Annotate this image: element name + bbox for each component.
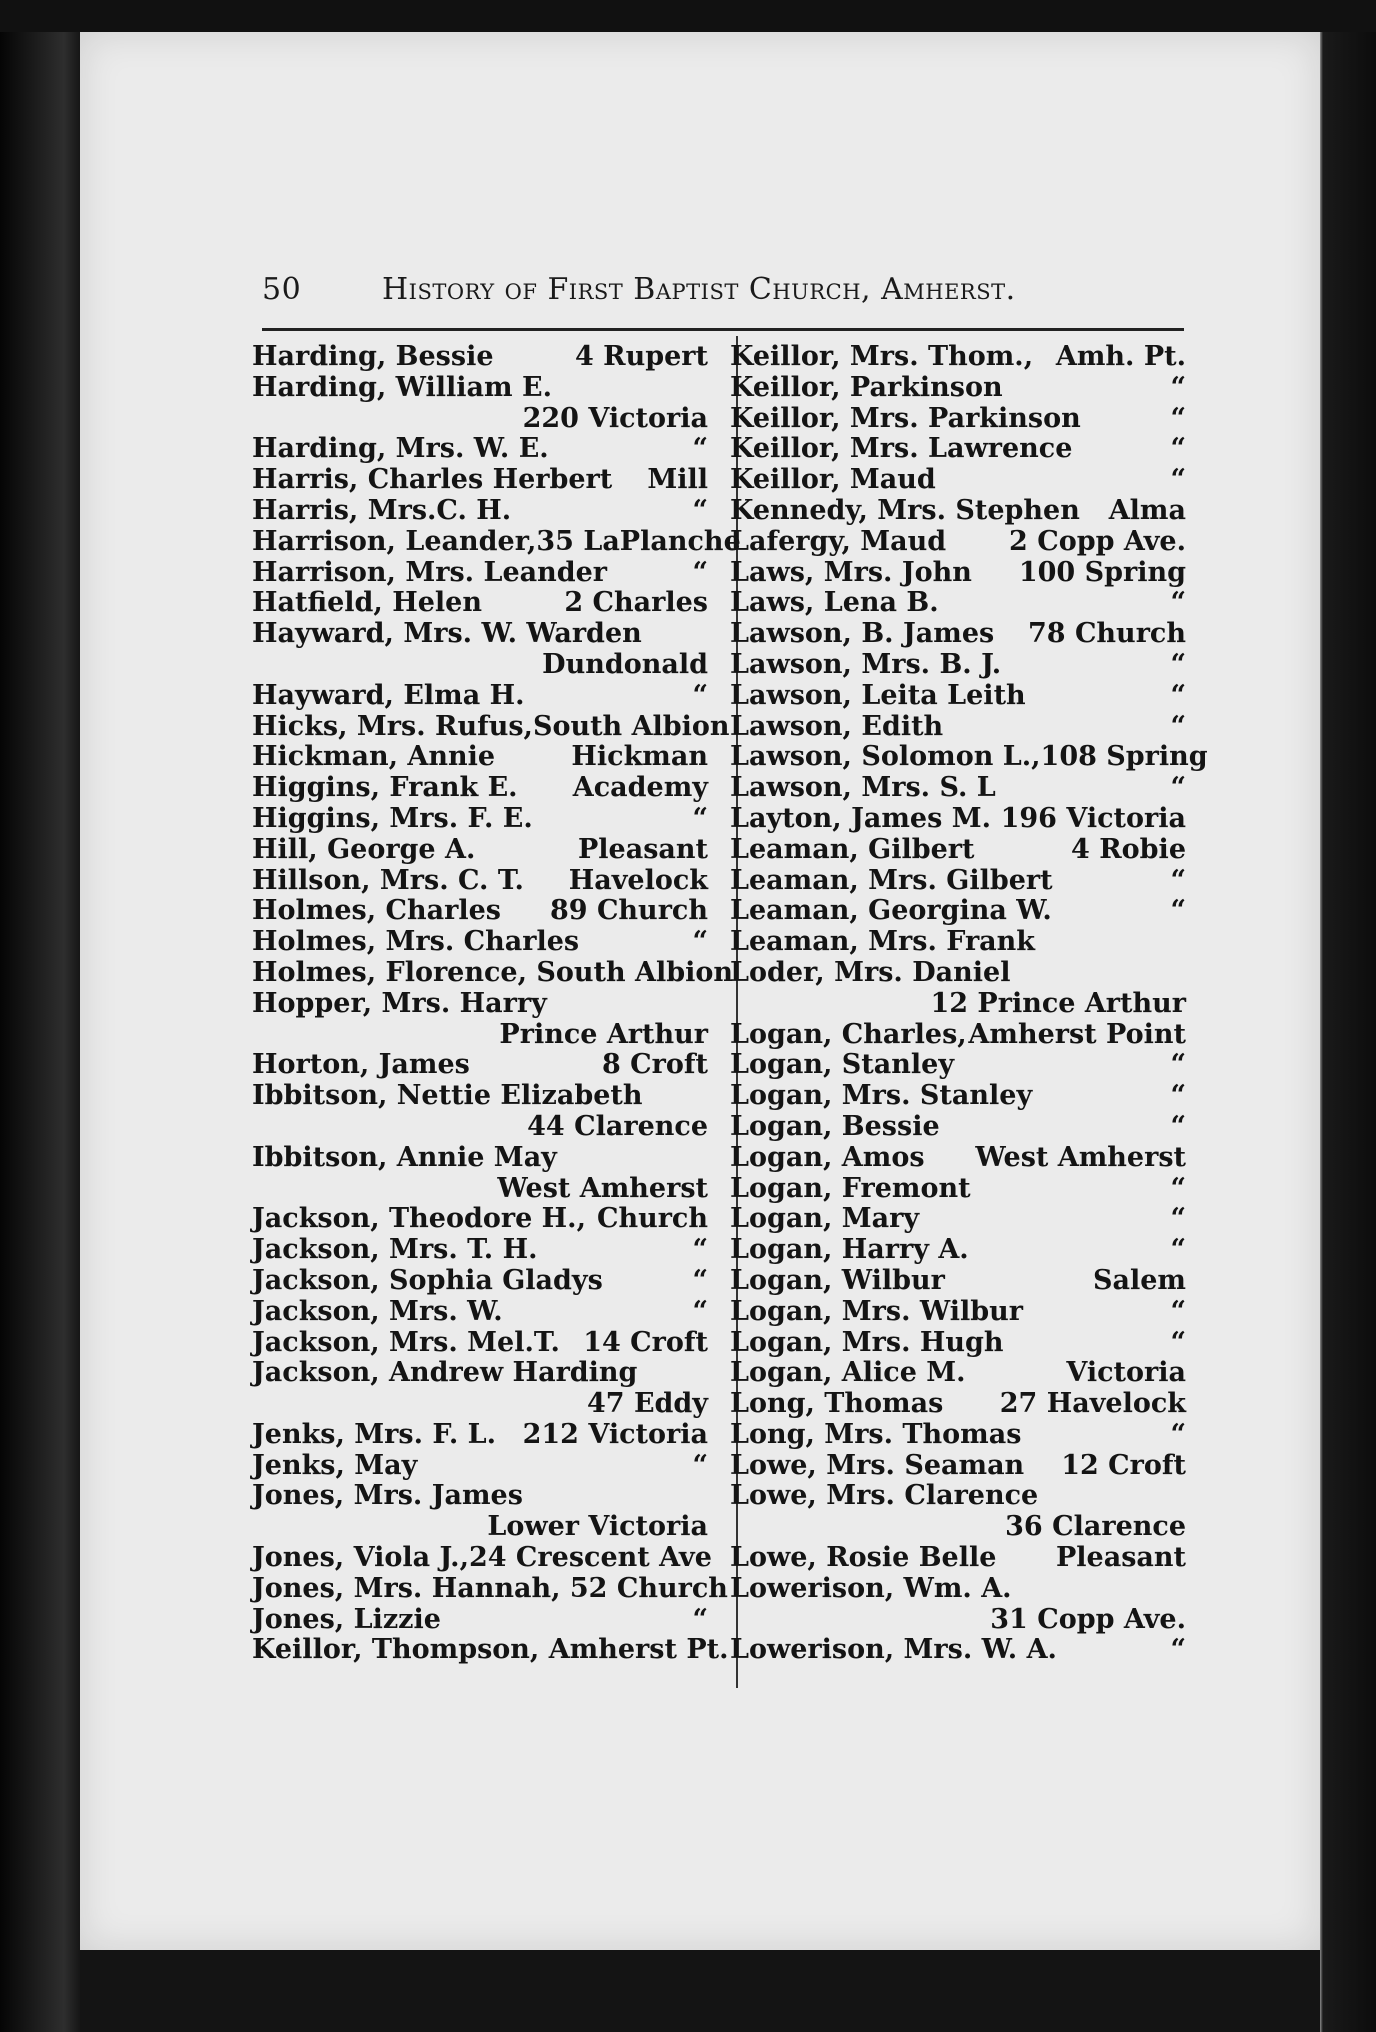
directory-entry xyxy=(730,835,1186,866)
entry-address: “ xyxy=(1170,587,1186,619)
directory-entry xyxy=(730,1204,1186,1235)
entry-address: Prince Arthur xyxy=(499,1018,708,1050)
entry-address: “ xyxy=(692,926,708,958)
entry-address: 12 Prince Arthur xyxy=(930,987,1186,1019)
directory-entry xyxy=(252,927,708,958)
entry-address: 78 Church xyxy=(1027,618,1186,650)
directory-entry xyxy=(730,496,1186,527)
entry-address: Academy xyxy=(572,772,708,804)
directory-entry xyxy=(730,681,1186,712)
entry-name: Harris, Mrs.C. H. xyxy=(252,494,512,526)
directory-entry xyxy=(730,1266,1186,1297)
directory-entry xyxy=(252,1512,708,1543)
directory-entry xyxy=(730,404,1186,435)
entry-address: Salem xyxy=(1093,1264,1186,1296)
entry-name: Harrison, Leander,35 LaPlanche xyxy=(252,525,741,557)
directory-entry xyxy=(252,496,708,527)
entry-address: 220 Victoria xyxy=(522,402,708,434)
entry-name: Jones, Lizzie xyxy=(252,1603,441,1635)
entry-name: Logan, Amos xyxy=(730,1141,925,1173)
directory-entry xyxy=(730,896,1186,927)
entry-address: “ xyxy=(1170,1049,1186,1081)
entry-name: Leaman, Gilbert xyxy=(730,833,975,865)
directory-entry xyxy=(730,1481,1186,1512)
entry-address: 89 Church xyxy=(549,895,708,927)
directory-entry xyxy=(730,804,1186,835)
entry-name: Logan, Mrs. Hugh xyxy=(730,1326,1004,1358)
entry-name: Jones, Viola J.,24 Crescent Ave xyxy=(252,1542,712,1574)
entry-address: “ xyxy=(1170,772,1186,804)
directory-entry xyxy=(730,989,1186,1020)
entry-name: Jackson, Andrew Harding xyxy=(252,1357,638,1389)
directory-entry xyxy=(252,373,708,404)
directory-entry xyxy=(252,1605,708,1636)
entry-name: Holmes, Mrs. Charles xyxy=(252,926,580,958)
entry-name: Jenks, Mrs. F. L. xyxy=(252,1418,497,1450)
directory-entry xyxy=(252,773,708,804)
entry-name: Hatfield, Helen xyxy=(252,587,482,619)
directory-entry xyxy=(730,1635,1186,1666)
entry-address: “ xyxy=(692,1295,708,1327)
entry-address: 44 Clarence xyxy=(527,1110,708,1142)
entry-address: 14 Croft xyxy=(583,1326,708,1358)
entry-address: West Amherst xyxy=(497,1172,708,1204)
entry-address: “ xyxy=(1170,1203,1186,1235)
entry-address: 8 Croft xyxy=(602,1049,708,1081)
directory-entry xyxy=(730,958,1186,989)
entry-name: Jackson, Mrs. W. xyxy=(252,1295,503,1327)
directory-entry xyxy=(252,989,708,1020)
entry-name: Lawson, Solomon L.,108 Spring xyxy=(730,741,1208,773)
directory-entry xyxy=(730,1605,1186,1636)
directory-entry xyxy=(730,1297,1186,1328)
directory-entry xyxy=(252,710,730,743)
directory-entry xyxy=(730,866,1186,897)
directory-entry xyxy=(730,1081,1186,1112)
entry-name: Ibbitson, Annie May xyxy=(252,1141,557,1173)
entry-name: Logan, Bessie xyxy=(730,1110,940,1142)
entry-name: Keillor, Thompson, Amherst Pt. xyxy=(252,1634,729,1666)
entry-name: Keillor, Mrs. Thom., xyxy=(730,341,1034,372)
entry-address: “ xyxy=(1170,1234,1186,1266)
entry-name: Ibbitson, Nettie Elizabeth xyxy=(252,1080,643,1112)
entry-name: Long, Thomas xyxy=(730,1388,944,1420)
directory-entry xyxy=(252,1204,708,1235)
directory-entry xyxy=(730,1174,1186,1205)
directory-entry xyxy=(252,650,708,681)
entry-name: Lawson, Mrs. B. J. xyxy=(730,648,1002,680)
directory-entry xyxy=(730,1112,1186,1143)
book-spine-edge xyxy=(0,32,80,2032)
entry-address: “ xyxy=(692,1264,708,1296)
entry-address: “ xyxy=(692,1234,708,1266)
entry-address: Dundonald xyxy=(542,648,708,680)
entry-address: Church xyxy=(596,1203,708,1235)
directory-entry xyxy=(730,588,1186,619)
entry-name: Lowe, Rosie Belle xyxy=(730,1542,997,1574)
entry-address: 4 Robie xyxy=(1071,833,1186,865)
entry-address: “ xyxy=(1170,710,1186,742)
directory-entry xyxy=(730,1420,1186,1451)
entry-name: Loder, Mrs. Daniel xyxy=(730,956,1011,988)
entry-address: “ xyxy=(692,679,708,711)
directory-entry xyxy=(730,773,1186,804)
entry-name: Logan, Stanley xyxy=(730,1049,955,1081)
entry-address: “ xyxy=(692,433,708,465)
entry-address: Havelock xyxy=(568,864,708,896)
directory-entry xyxy=(252,1050,708,1081)
entry-address: “ xyxy=(692,1449,708,1481)
running-header xyxy=(262,272,1182,312)
entry-address: Amh. Pt. xyxy=(1055,341,1186,372)
entry-address: 12 Croft xyxy=(1061,1449,1186,1481)
entry-name: Harding, Mrs. W. E. xyxy=(252,433,549,465)
entry-address: “ xyxy=(1170,1326,1186,1358)
entry-address: 36 Clarence xyxy=(1005,1511,1186,1543)
directory-entry xyxy=(730,1235,1186,1266)
entry-address: Alma xyxy=(1108,494,1186,526)
entry-name: Horton, James xyxy=(252,1049,470,1081)
entry-name: Keillor, Mrs. Lawrence xyxy=(730,433,1073,465)
entry-name: Jackson, Mrs. T. H. xyxy=(252,1234,538,1266)
entry-address: “ xyxy=(1170,679,1186,711)
left-column-list xyxy=(252,341,741,1666)
entry-name: Jackson, Theodore H., xyxy=(252,1203,586,1235)
directory-entry xyxy=(252,1266,708,1297)
directory-entry xyxy=(730,1574,1186,1605)
entry-address: “ xyxy=(1170,433,1186,465)
directory-entry xyxy=(730,1512,1186,1543)
directory-entry xyxy=(252,434,708,465)
entry-name: Higgins, Frank E. xyxy=(252,772,518,804)
entry-address: 2 Copp Ave. xyxy=(1009,525,1186,557)
entry-name: Lowe, Mrs. Clarence xyxy=(730,1480,1039,1512)
entry-address: “ xyxy=(692,494,708,526)
entry-name: Logan, Alice M. xyxy=(730,1357,966,1389)
directory-entry xyxy=(730,558,1186,589)
directory-entry xyxy=(730,527,1186,558)
directory-entry xyxy=(730,465,1186,496)
directory-entry xyxy=(252,1235,708,1266)
entry-name: Hicks, Mrs. Rufus,South Albion xyxy=(252,710,730,742)
directory-entry xyxy=(730,1451,1186,1482)
scan-bottom-border xyxy=(80,1950,1320,2032)
directory-entry xyxy=(730,741,1208,773)
entry-address: “ xyxy=(1170,402,1186,434)
directory-entry xyxy=(730,619,1186,650)
entry-name: Hopper, Mrs. Harry xyxy=(252,987,547,1019)
entry-name: Leaman, Mrs. Frank xyxy=(730,926,1036,958)
entry-name: Holmes, Florence, South Albion xyxy=(252,956,734,988)
entry-name: Harding, Bessie xyxy=(252,341,494,372)
directory-entry xyxy=(252,1389,708,1420)
entry-address: “ xyxy=(692,556,708,588)
directory-entry xyxy=(252,896,708,927)
entry-name: Harris, Charles Herbert xyxy=(252,464,613,496)
entry-address: Pleasant xyxy=(1055,1542,1186,1574)
entry-name: Jones, Mrs. James xyxy=(252,1480,523,1512)
entry-address: 2 Charles xyxy=(564,587,708,619)
directory-entry xyxy=(252,1358,708,1389)
entry-name: Kennedy, Mrs. Stephen xyxy=(730,494,1080,526)
entry-address: Victoria xyxy=(1066,1357,1186,1389)
directory-entry xyxy=(252,1297,708,1328)
header-rule xyxy=(262,328,1184,331)
entry-name: Keillor, Parkinson xyxy=(730,371,1003,403)
directory-entry xyxy=(252,1542,712,1574)
directory-entry xyxy=(730,1389,1186,1420)
directory-entry xyxy=(730,342,1186,373)
entry-address: Pleasant xyxy=(577,833,708,865)
entry-address: 212 Victoria xyxy=(522,1418,708,1450)
entry-name: Logan, Harry A. xyxy=(730,1234,969,1266)
directory-entry xyxy=(252,1020,708,1051)
entry-name: Lawson, Edith xyxy=(730,710,944,742)
entry-name: Hickman, Annie xyxy=(252,741,496,773)
entry-name: Logan, Fremont xyxy=(730,1172,971,1204)
entry-address: “ xyxy=(1170,1634,1186,1666)
entry-name: Lowe, Mrs. Seaman xyxy=(730,1449,1025,1481)
directory-entry xyxy=(730,373,1186,404)
directory-entry xyxy=(730,712,1186,743)
entry-name: Leaman, Mrs. Gilbert xyxy=(730,864,1053,896)
entry-address: “ xyxy=(1170,371,1186,403)
entry-address: Amherst Point xyxy=(968,1018,1186,1050)
entry-name: Keillor, Mrs. Parkinson xyxy=(730,402,1081,434)
entry-name: Hillson, Mrs. C. T. xyxy=(252,864,524,896)
directory-entry xyxy=(252,1481,708,1512)
directory-entry xyxy=(252,804,708,835)
entry-name: Hayward, Mrs. W. Warden xyxy=(252,618,642,650)
entry-name: Laws, Lena B. xyxy=(730,587,939,619)
directory-entry xyxy=(730,927,1186,958)
directory-entry xyxy=(252,588,708,619)
entry-name: Jones, Mrs. Hannah, 52 Church xyxy=(252,1572,728,1604)
entry-address: “ xyxy=(1170,1418,1186,1450)
entry-name: Leaman, Georgina W. xyxy=(730,895,1052,927)
entry-name: Jackson, Mrs. Mel.T. xyxy=(252,1326,560,1358)
entry-name: Laws, Mrs. John xyxy=(730,556,972,588)
page-title: History of First Baptist Church, Amherst. xyxy=(382,272,1016,307)
entry-name: Long, Mrs. Thomas xyxy=(730,1418,1022,1450)
entry-name: Holmes, Charles xyxy=(252,895,501,927)
entry-address: West Amherst xyxy=(975,1141,1186,1173)
directory-entry xyxy=(252,1451,708,1482)
entry-name: Jenks, May xyxy=(252,1449,418,1481)
entry-address: 100 Spring xyxy=(1018,556,1186,588)
directory-entry xyxy=(730,1143,1186,1174)
entry-name: Hayward, Elma H. xyxy=(252,679,525,711)
directory-entry xyxy=(252,681,708,712)
entry-name: Higgins, Mrs. F. E. xyxy=(252,802,533,834)
entry-address: “ xyxy=(692,802,708,834)
directory-entry xyxy=(252,342,708,373)
directory-entry xyxy=(252,866,708,897)
entry-name: Harding, William E. xyxy=(252,371,552,403)
entry-address: “ xyxy=(1170,864,1186,896)
entry-address: Lower Victoria xyxy=(487,1511,708,1543)
entry-address: “ xyxy=(692,1603,708,1635)
directory-entry xyxy=(252,465,708,496)
directory-entry xyxy=(252,956,734,989)
entry-name: Logan, Mrs. Stanley xyxy=(730,1080,1033,1112)
entry-address: “ xyxy=(1170,1172,1186,1204)
directory-entry xyxy=(252,742,708,773)
directory-entry xyxy=(730,434,1186,465)
directory-entry xyxy=(252,1143,708,1174)
entry-address: “ xyxy=(1170,1080,1186,1112)
directory-entry xyxy=(252,1572,728,1605)
entry-name: Lawson, Mrs. S. L xyxy=(730,772,996,804)
directory-entry xyxy=(730,1050,1186,1081)
directory-entry xyxy=(252,525,741,558)
directory-entry xyxy=(252,619,708,650)
entry-address: “ xyxy=(1170,648,1186,680)
entry-name: Lowerison, Wm. A. xyxy=(730,1572,1012,1604)
entry-name: Harrison, Mrs. Leander xyxy=(252,556,608,588)
entry-address: Mill xyxy=(647,464,708,496)
directory-entry xyxy=(252,835,708,866)
entry-address: Hickman xyxy=(571,741,708,773)
directory-entry xyxy=(252,558,708,589)
entry-name: Lafergy, Maud xyxy=(730,525,947,557)
entry-name: Lawson, Leita Leith xyxy=(730,679,1026,711)
entry-address: “ xyxy=(1170,464,1186,496)
entry-address: 4 Rupert xyxy=(574,341,708,372)
page-number: 50 xyxy=(262,272,302,307)
entry-address: 31 Copp Ave. xyxy=(990,1603,1186,1635)
entry-address: “ xyxy=(1170,1295,1186,1327)
entry-name: Jackson, Sophia Gladys xyxy=(252,1264,603,1296)
directory-entry xyxy=(730,1328,1186,1359)
directory-entry xyxy=(252,404,708,435)
entry-name: Hill, George A. xyxy=(252,833,476,865)
entry-name: Logan, Mary xyxy=(730,1203,920,1235)
entry-name: Logan, Mrs. Wilbur xyxy=(730,1295,1024,1327)
right-column-list xyxy=(730,341,1208,1666)
directory-entry xyxy=(252,1634,729,1666)
entry-name: Layton, James M. xyxy=(730,802,991,834)
entry-name: Keillor, Maud xyxy=(730,464,936,496)
directory-entry xyxy=(252,1174,708,1205)
directory-entry xyxy=(730,1543,1186,1574)
entry-address: 47 Eddy xyxy=(587,1388,708,1420)
directory-entry xyxy=(730,1358,1186,1389)
directory-entry xyxy=(252,1328,708,1359)
directory-entry xyxy=(252,1112,708,1143)
directory-entry xyxy=(730,650,1186,681)
directory-entry xyxy=(252,1081,708,1112)
directory-entry xyxy=(252,1420,708,1451)
entry-name: Lawson, B. James xyxy=(730,618,995,650)
entry-address: 196 Victoria xyxy=(1000,802,1186,834)
entry-address: “ xyxy=(1170,895,1186,927)
entry-name: Logan, Wilbur xyxy=(730,1264,945,1296)
entry-name: Lowerison, Mrs. W. A. xyxy=(730,1634,1057,1666)
entry-address: 27 Havelock xyxy=(999,1388,1186,1420)
entry-address: “ xyxy=(1170,1110,1186,1142)
scan-top-border xyxy=(0,0,1376,32)
entry-name: Logan, Charles, xyxy=(730,1018,967,1050)
directory-entry xyxy=(730,1020,1186,1051)
